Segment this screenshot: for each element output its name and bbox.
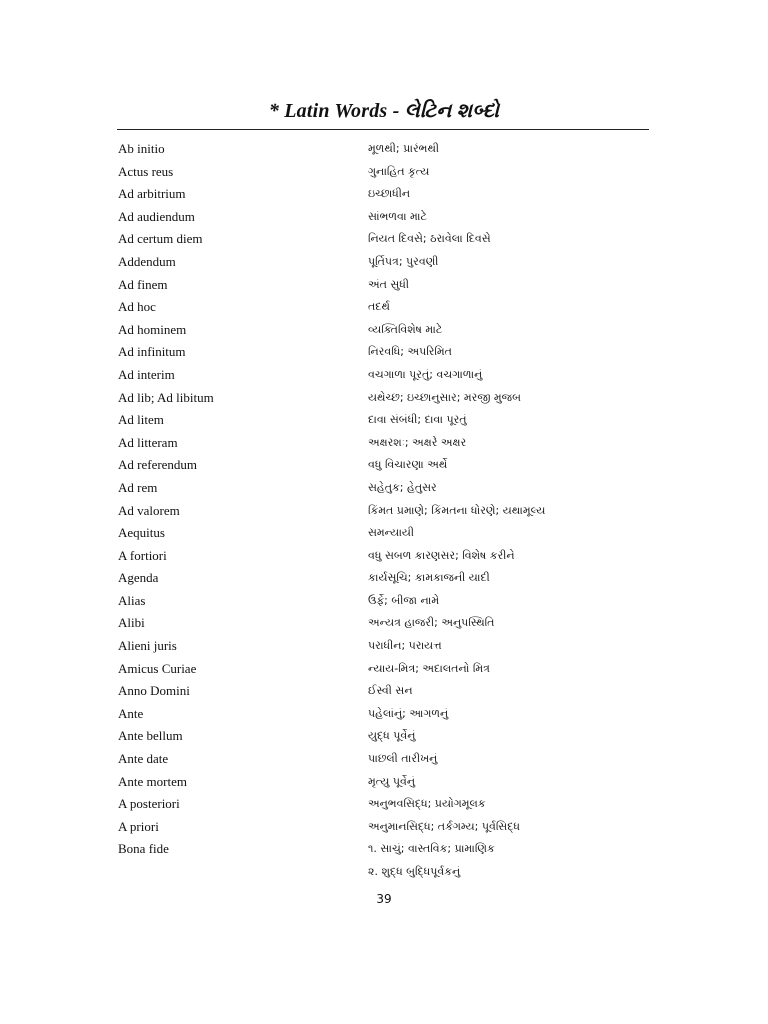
latin-term: Ad rem xyxy=(118,479,158,495)
gujarati-meaning: ન્યાય-મિત્ર; અદાલતનો મિત્ર xyxy=(368,661,490,675)
glossary-entry xyxy=(118,793,658,816)
page-number: 39 xyxy=(376,892,392,906)
latin-term: Alias xyxy=(118,592,146,608)
glossary-entry xyxy=(118,861,658,884)
glossary-entry xyxy=(118,319,658,342)
glossary-entry xyxy=(118,748,658,771)
glossary-entry xyxy=(118,274,658,297)
latin-term: Ante bellum xyxy=(118,728,183,744)
glossary-entry xyxy=(118,251,658,274)
gujarati-meaning: ઇચ્છાધીન xyxy=(368,187,411,201)
latin-term: Amicus Curiae xyxy=(118,660,197,676)
glossary-entry xyxy=(118,771,658,794)
glossary-entry xyxy=(118,477,658,500)
latin-term: Agenda xyxy=(118,570,159,586)
glossary-entry xyxy=(118,612,658,635)
gujarati-meaning: યથેચ્છ; ઇચ્છાનુસાર; મરજી મુજબ xyxy=(368,390,521,404)
latin-term: Ad certum diem xyxy=(118,231,203,247)
latin-term: Ad lib; Ad libitum xyxy=(118,389,214,405)
latin-term: Ante mortem xyxy=(118,773,187,789)
gujarati-meaning: ૧. સાચું; વાસ્તવિક; પ્રામાણિક xyxy=(368,842,495,856)
gujarati-meaning: અનુમાનસિદ્ધ; તર્કગમ્ય; પૂર્વસિદ્ધ xyxy=(368,819,520,833)
latin-term: Ad infinitum xyxy=(118,344,186,360)
gujarati-meaning: અન્યત્ર હાજરી; અનુપસ્થિતિ xyxy=(368,616,495,630)
gujarati-meaning: મૃત્યુ પૂર્વેનું xyxy=(368,774,416,788)
latin-term: Ante date xyxy=(118,751,169,767)
latin-term: Ad litem xyxy=(118,412,164,428)
page-title: * Latin Words - લેટિન શબ્દો xyxy=(268,100,500,122)
glossary-entry xyxy=(118,703,658,726)
latin-term: Ad arbitrium xyxy=(118,186,186,202)
gujarati-meaning: નિરવધિ; અપરિમિત xyxy=(368,345,452,359)
latin-term: Ad referendum xyxy=(118,457,198,473)
gujarati-meaning: ૨. શુદ્ધ બુદ્ધિપૂર્વકનું xyxy=(368,865,461,878)
gujarati-meaning: દાવા સંબંધી; દાવા પૂરતું xyxy=(368,413,467,427)
latin-term: Ad hoc xyxy=(118,299,156,315)
gujarati-meaning: સાંભળવા માટે xyxy=(368,209,427,223)
glossary-entry xyxy=(118,658,658,681)
latin-term: Alieni juris xyxy=(118,638,177,654)
glossary-entry xyxy=(118,545,658,568)
glossary-entry xyxy=(118,364,658,387)
glossary-entry xyxy=(118,432,658,455)
glossary-entry xyxy=(118,387,658,410)
gujarati-meaning: પરાધીન; પરાયત્ત xyxy=(368,639,442,653)
latin-term: Ad finem xyxy=(118,276,168,292)
gujarati-meaning: કિંમત પ્રમાણે; કિંમતના ધોરણે; યથામૂલ્ય xyxy=(368,503,546,517)
gujarati-meaning: પૂર્તિપત્ર; પુરવણી xyxy=(368,254,439,268)
glossary-entry xyxy=(118,816,658,839)
glossary-entry xyxy=(118,228,658,251)
gujarati-meaning: પાછલી તારીખનું xyxy=(368,752,438,766)
latin-term: Addendum xyxy=(118,253,176,269)
latin-term: Alibi xyxy=(118,615,145,631)
gujarati-meaning: વ્યક્તિવિશેષ માટે xyxy=(368,322,443,336)
glossary-entry xyxy=(118,409,658,432)
gujarati-meaning: ગુનાહિત કૃત્ય xyxy=(368,164,430,178)
latin-term: Anno Domini xyxy=(118,683,190,699)
gujarati-meaning: કાર્યસૂચિ; કામકાજની યાદી xyxy=(368,571,490,585)
glossary-list xyxy=(118,138,658,884)
gujarati-meaning: વધુ સબળ કારણસર; વિશેષ કરીને xyxy=(368,548,515,562)
gujarati-meaning: અક્ષરશઃ; અક્ષરે અક્ષર xyxy=(368,435,467,449)
latin-term: A posteriori xyxy=(118,796,180,812)
glossary-entry xyxy=(118,635,658,658)
latin-term: Ad audiendum xyxy=(118,208,195,224)
gujarati-meaning: મૂળથી; પ્રારંભથી xyxy=(368,142,440,155)
glossary-entry xyxy=(118,838,658,861)
glossary-entry xyxy=(118,725,658,748)
latin-term: Ad litteram xyxy=(118,434,178,450)
gujarati-meaning: નિયત દિવસે; ઠરાવેલા દિવસે xyxy=(368,232,491,246)
glossary-entry xyxy=(118,341,658,364)
gujarati-meaning: સહેતુક; હેતુસર xyxy=(368,480,437,494)
latin-term: Ad valorem xyxy=(118,502,180,518)
glossary-entry xyxy=(118,161,658,184)
latin-term: Actus reus xyxy=(118,163,174,179)
latin-term: Ante xyxy=(118,705,144,721)
latin-term: Aequitus xyxy=(118,525,165,541)
gujarati-meaning: વધુ વિચારણા અર્થે xyxy=(368,458,448,472)
glossary-entry xyxy=(118,567,658,590)
glossary-entry xyxy=(118,522,658,545)
gujarati-meaning: યુદ્ધ પૂર્વેનું xyxy=(368,729,416,743)
latin-term: A fortiori xyxy=(118,547,167,563)
gujarati-meaning: તદર્થ xyxy=(368,300,390,314)
gujarati-meaning: ઉર્ફે; બીજા નામે xyxy=(368,593,440,607)
glossary-entry xyxy=(118,183,658,206)
glossary-entry xyxy=(118,206,658,229)
glossary-entry xyxy=(118,454,658,477)
glossary-entry xyxy=(118,590,658,613)
glossary-entry xyxy=(118,296,658,319)
glossary-entry xyxy=(118,500,658,523)
gujarati-meaning: પહેલાંનું; આગળનું xyxy=(368,706,449,720)
latin-term: Bona fide xyxy=(118,841,169,857)
latin-term: Ab initio xyxy=(118,141,165,156)
latin-term: A priori xyxy=(118,818,159,834)
gujarati-meaning: ઈસ્વી સન xyxy=(368,684,413,698)
glossary-entry xyxy=(118,138,658,161)
latin-term: Ad interim xyxy=(118,366,175,382)
gujarati-meaning: વચગાળા પૂરતું; વચગાળાનું xyxy=(368,367,483,381)
gujarati-meaning: અનુભવસિદ્ધ; પ્રયોગમૂલક xyxy=(368,797,486,811)
gujarati-meaning: અંત સુધી xyxy=(368,277,410,291)
latin-term: Ad hominem xyxy=(118,321,187,337)
gujarati-meaning: સમન્યાયી xyxy=(368,526,415,540)
glossary-entry xyxy=(118,680,658,703)
title-underline xyxy=(117,129,649,130)
